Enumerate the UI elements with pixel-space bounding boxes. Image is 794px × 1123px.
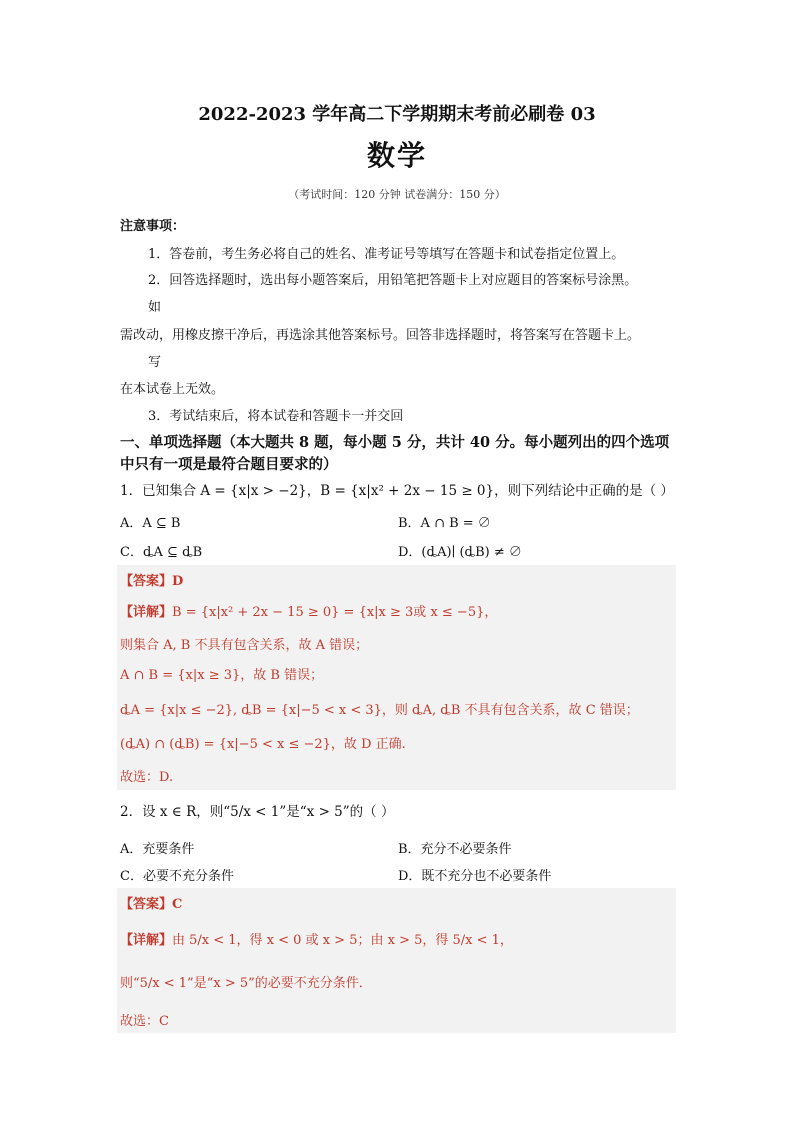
- q1-detail-5: (ȡA) ∩ (ȡB) = {x|−5 < x ≤ −2}，故 D 正确.: [120, 737, 406, 752]
- q2-option-d: D．既不充分也不必要条件: [398, 869, 552, 884]
- note-2d: 写: [148, 355, 162, 370]
- q1-stem: 1．已知集合 A = {x|x > −2}，B = {x|x² + 2x − 15 ≥ 0}，则下列结论中正确的是（ ）: [120, 483, 674, 499]
- q2-detail-2: 则“5/x < 1”是“x > 5”的必要不充分条件．: [120, 976, 372, 991]
- q2-answer-line: [120, 893, 182, 912]
- notes-heading: 注意事项：: [120, 219, 186, 234]
- note-2c: 需改动，用橡皮擦干净后，再选涂其他答案标号。回答非选择题时，将答案写在答题卡上。: [120, 328, 641, 343]
- q2-stem: 2．设 x ∈ R，则“5/x < 1”是“x > 5”的（ ）: [120, 804, 395, 820]
- note-3: 3．考试结束后，将本试卷和答题卡一并交回: [148, 409, 404, 424]
- q1-answer-label: 【答案】: [120, 574, 173, 589]
- q1-option-c: C．ȡA ⊆ ȡB: [120, 545, 203, 560]
- q2-detail-text-1: 由 5/x < 1，得 x < 0 或 x > 5；由 x > 5，得 5/x < 1，: [172, 933, 513, 948]
- q2-answer-box: [117, 888, 676, 1033]
- q1-answer: D: [172, 574, 184, 589]
- exam-time-info: （考试时间：120 分钟 试卷满分：150 分）: [288, 188, 506, 201]
- q1-answer-line: [120, 570, 183, 589]
- section-heading: 一、单项选择题（本大题共 8 题，每小题 5 分，共计 40 分。每小题列出的四个选项中只有一项是最符合题目要求的）: [120, 434, 670, 473]
- q1-option-b: B．A ∩ B = ∅: [398, 516, 491, 531]
- q1-option-d: D．(ȡA)∣ (ȡB) ≠ ∅: [398, 545, 522, 560]
- exam-title: 2022-2023 学年高二下学期期末考前必刷卷 03: [198, 104, 596, 125]
- note-2a: 2．回答选择题时，选出每小题答案后，用铅笔把答题卡上对应题目的答案标号涂黑。: [148, 273, 638, 288]
- q1-conclusion: 故选：D.: [120, 770, 174, 785]
- q1-option-a: A．A ⊆ B: [120, 516, 181, 531]
- q1-detail-3: A ∩ B = {x|x ≥ 3}，故 B 错误；: [120, 668, 324, 683]
- q2-answer: C: [172, 897, 183, 912]
- note-2b: 如: [148, 300, 162, 315]
- note-1: 1．答卷前，考生务必将自己的姓名、准考证号等填写在答题卡和试卷指定位置上。: [148, 247, 625, 262]
- q2-answer-label: 【答案】: [120, 897, 173, 912]
- q2-detail-label: 【详解】: [120, 933, 173, 948]
- q1-detail-text-1: B = {x|x² + 2x − 15 ≥ 0} = {x|x ≥ 3或 x ≤ −5}，: [172, 605, 498, 620]
- exam-subject: 数学: [366, 139, 427, 172]
- q1-detail-4: ȡA = {x|x ≤ −2}, ȡB = {x|−5 < x < 3}，则 ȡA, ȡB 不具有包含关系，故 C 错误；: [120, 703, 639, 718]
- note-2e: 在本试卷上无效。: [120, 382, 225, 397]
- q2-option-c: C．必要不充分条件: [120, 869, 234, 884]
- q1-detail-label: 【详解】: [120, 605, 173, 620]
- q2-option-a: A．充要条件: [120, 842, 195, 857]
- q1-detail-1: [120, 601, 497, 620]
- q2-detail-1: [120, 929, 513, 948]
- q2-conclusion: 故选：C: [120, 1014, 169, 1029]
- q2-option-b: B．充分不必要条件: [398, 842, 512, 857]
- q1-detail-2: 则集合 A, B 不具有包含关系，故 A 错误；: [120, 638, 369, 653]
